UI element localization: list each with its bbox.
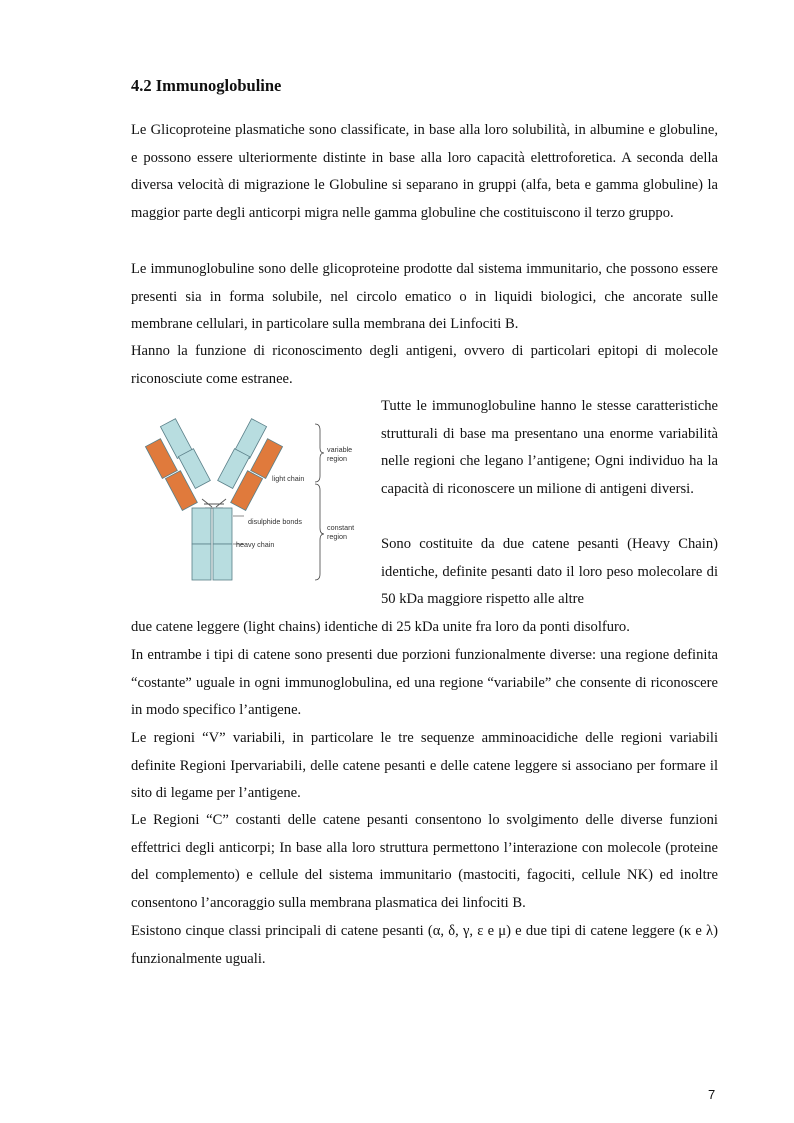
heavy-chain-label: heavy chain: [236, 540, 275, 549]
light-chain-label: light chain: [272, 474, 305, 483]
disulphide-bonds-label: disulphide bonds: [248, 517, 302, 526]
paragraph-6: In entrambe i tipi di catene sono presenti due porzioni funzionalmente diverse: una regione definita “costante” uguale in ogni immunoglobulina, ed una regione “variabile” che consente di riconoscere in modo specifico l’antigene.: [131, 647, 718, 719]
paragraph-4: Tutte le immunoglobuline hanno le stesse caratteristiche strutturali di base ma presentano una enorme variabilità nelle regioni che legano l’antigene; Ogni individuo ha la capacità di riconoscere un milione di antigeni diversi.: [381, 398, 718, 497]
region-brackets: [315, 424, 324, 580]
paragraph-5-part-2: due catene leggere (light chains) identiche di 25 kDa unite fra loro da ponti disolfuro.: [131, 619, 630, 635]
paragraph-1: Le Glicoproteine plasmatiche sono classificate, in base alla loro solubilità, in albumine e globuline, e possono essere ulteriormente distinte in base alla loro capacità elettroforetica. A seconda della diversa velocità di migrazione le Globuline si separano in gruppi (alfa, beta e gamma globuline) la maggior parte degli anticorpi migra nelle gamma globuline che costituiscono il terzo gruppo.: [131, 122, 718, 221]
paragraph-3: Hanno la funzione di riconoscimento degli antigeni, ovvero di particolari epitopi di molecole riconosciute come estranee.: [131, 343, 718, 387]
constant-region-label-2: region: [327, 532, 347, 541]
paragraph-9: Esistono cinque classi principali di catene pesanti (α, δ, γ, ε e μ) e due tipi di catene leggere (κ e λ) funzionalmente uguali.: [131, 923, 718, 967]
paragraph-2: Le immunoglobuline sono delle glicoproteine prodotte dal sistema immunitario, che possono essere presenti sia in forma solubile, nel circolo ematico o in liquidi biologici, che ancorate sulle membrane cellulari, in particolare sulla membrana dei Linfociti B.: [131, 261, 718, 333]
variable-region-label-1: variable: [327, 445, 353, 454]
antibody-structure-svg: [132, 404, 362, 596]
section-heading: 4.2 Immunoglobuline: [131, 76, 282, 95]
paragraph-8: Le Regioni “C” costanti delle catene pesanti consentono lo svolgimento delle diverse funzioni effettrici degli anticorpi; In base alla loro struttura permettono l’interazione con molecole (proteine del complemento) e cellule del sistema immunitario (mastociti, fagociti, cellule NK) ed inoltre consentono l’ancoraggio sulla membrana plasmatica dei linfociti B.: [131, 812, 718, 911]
constant-region-label-1: constant: [327, 523, 355, 532]
page-number: 7: [708, 1087, 716, 1102]
disulphide-bond-lines: [202, 499, 226, 508]
paragraph-5-part-1: Sono costituite da due catene pesanti (Heavy Chain) identiche, definite pesanti dato il loro peso molecolare di 50 kDa maggiore rispetto alle altre: [381, 536, 718, 608]
variable-region-label-2: region: [327, 454, 347, 463]
antibody-diagram: [132, 404, 362, 596]
heavy-chain-stem: [192, 508, 232, 580]
paragraph-7: Le regioni “V” variabili, in particolare le tre sequenze amminoacidiche delle regioni variabili definite Regioni Ipervariabili, delle catene pesanti e delle catene leggere si associano per formare il sito di legame per l’antigene.: [131, 730, 718, 802]
